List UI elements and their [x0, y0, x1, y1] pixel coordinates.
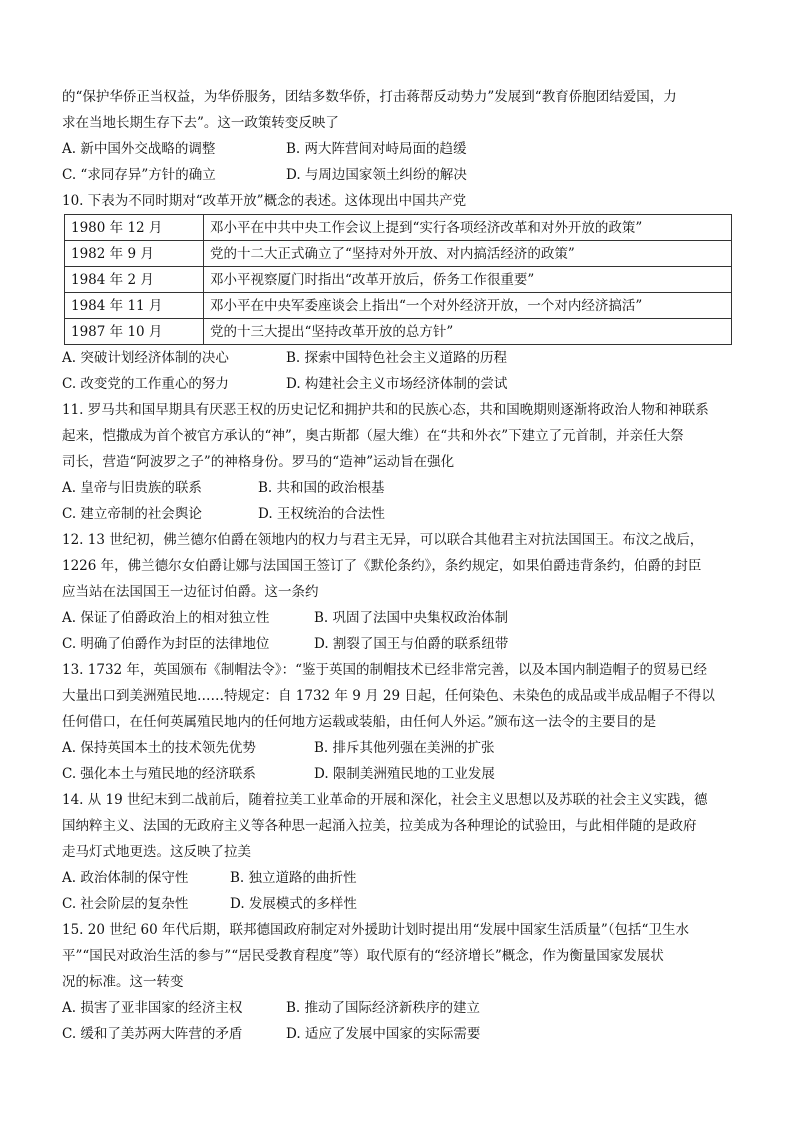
table-cell-text: 邓小平视察厦门时指出“改革开放后，侨务工作很重要”: [204, 267, 732, 293]
table-cell-text: 党的十三大提出“坚持改革开放的总方针”: [204, 319, 732, 345]
question-15-option-d: D. 适应了发展中国家的实际需要: [286, 1026, 481, 1042]
question-9-option-b: B. 两大阵营间对峙局面的趋缓: [286, 141, 467, 157]
table-row: [65, 267, 732, 293]
question-10-option-b: B. 探索中国特色社会主义道路的历程: [286, 350, 508, 366]
question-14: [62, 787, 734, 917]
table-cell-date: 1982 年 9 月: [65, 241, 204, 267]
question-12-stem-line-3: 应当站在法国国王一边征讨伯爵。这一条约: [62, 584, 319, 600]
question-9-option-a: A. 新中国外交战略的调整: [62, 141, 216, 157]
question-14-options-row-1: [62, 865, 734, 891]
question-11-options-row-2: [62, 501, 734, 527]
question-9-stem-line-2: 求在当地长期生存下去”。这一政策转变反映了: [62, 115, 339, 131]
question-11-options-row-1: [62, 475, 734, 501]
question-12-options-row-2: [62, 631, 734, 657]
question-9-options-row-2: [62, 162, 734, 188]
question-15: [62, 917, 734, 1047]
question-13-option-c: C. 强化本土与殖民地的经济联系: [62, 766, 256, 782]
question-12: [62, 527, 734, 657]
question-14-stem-line-2: 国纳粹主义、法国的无政府主义等各种思一起涌入拉美，拉美成为各种理论的试验田，与此相伴随的是政府: [62, 818, 697, 834]
question-12-stem-line-1: 12. 13 世纪初，佛兰德尔伯爵在领地内的权力与君主无异，可以联合其他君主对抗法国国王。布汶之战后，: [62, 532, 704, 548]
question-13-options-row-1: [62, 735, 734, 761]
table-row: [65, 241, 732, 267]
table-cell-text: 邓小平在中央军委座谈会上指出“一个对外经济开放，一个对内经济搞活”: [204, 293, 732, 319]
question-12-option-c: C. 明确了伯爵作为封臣的法律地位: [62, 636, 270, 652]
question-15-stem-line-1: 15. 20 世纪 60 年代后期，联邦德国政府制定对外援助计划时提出用“发展中国家生活质量”（包括“卫生水: [62, 922, 689, 938]
question-9-option-d: D. 与周边国家领土纠纷的解决: [286, 167, 467, 183]
question-15-stem-line-3: 况的标准。这一转变: [62, 974, 184, 990]
question-10: [62, 188, 734, 397]
question-14-stem-line-3: 走马灯式地更迭。这反映了拉美: [62, 844, 251, 860]
table-cell-date: 1980 年 12 月: [65, 215, 204, 241]
question-12-stem-line-2: 1226 年，佛兰德尔女伯爵让娜与法国国王签订了《默伦条约》，条约规定，如果伯爵违背条约，伯爵的封臣: [62, 558, 702, 574]
question-9-stem-line-1: 的“保护华侨正当权益，为华侨服务，团结多数华侨，打击蒋帮反动势力”发展到“教育侨胞团结爱国，力: [62, 89, 677, 105]
question-15-options-row-1: [62, 995, 734, 1021]
question-14-option-a: A. 政治体制的保守性: [62, 870, 189, 886]
question-14-option-c: C. 社会阶层的复杂性: [62, 896, 189, 912]
question-11-option-b: B. 共和国的政治根基: [258, 480, 385, 496]
question-10-option-c: C. 改变党的工作重心的努力: [62, 376, 229, 392]
question-15-option-c: C. 缓和了美苏两大阵营的矛盾: [62, 1026, 243, 1042]
reform-opening-table: [64, 214, 732, 345]
question-15-option-a: A. 损害了亚非国家的经济主权: [62, 1000, 243, 1016]
question-12-option-a: A. 保证了伯爵政治上的相对独立性: [62, 610, 270, 626]
question-9-options-row-1: [62, 136, 734, 162]
table-row: [65, 319, 732, 345]
table-cell-text: 邓小平在中共中央工作会议上提到“实行各项经济改革和对外开放的政策”: [204, 215, 732, 241]
question-10-stem: 10. 下表为不同时期对“改革开放”概念的表述。这体现出中国共产党: [62, 193, 467, 209]
question-15-stem-line-2: 平”“国民对政治生活的参与”“居民受教育程度”等）取代原有的“经济增长”概念，作为衡量国家发展状: [62, 948, 664, 964]
question-10-options-row-2: [62, 371, 734, 397]
question-13-option-d: D. 限制美洲殖民地的工业发展: [314, 766, 495, 782]
question-9-option-c: C. “求同存异”方针的确立: [62, 167, 216, 183]
question-14-options-row-2: [62, 891, 734, 917]
question-15-options-row-2: [62, 1021, 734, 1047]
question-9: [62, 84, 734, 188]
table-row: [65, 215, 732, 241]
exam-page: [62, 84, 734, 1047]
question-12-option-b: B. 巩固了法国中央集权政治体制: [314, 610, 509, 626]
question-15-option-b: B. 推动了国际经济新秩序的建立: [286, 1000, 481, 1016]
question-11-option-d: D. 王权统治的合法性: [258, 506, 385, 522]
table-cell-date: 1984 年 11 月: [65, 293, 204, 319]
question-12-options-row-1: [62, 605, 734, 631]
table-cell-date: 1984 年 2 月: [65, 267, 204, 293]
question-14-option-b: B. 独立道路的曲折性: [230, 870, 357, 886]
question-10-option-d: D. 构建社会主义市场经济体制的尝试: [286, 376, 508, 392]
question-11-stem-line-2: 起来，恺撒成为首个被官方承认的“神”，奥古斯都（屋大维）在“共和外衣”下建立了元首制，并亲任大祭: [62, 428, 684, 444]
question-13-option-a: A. 保持英国本土的技术领先优势: [62, 740, 256, 756]
question-13-options-row-2: [62, 761, 734, 787]
question-13-option-b: B. 排斥其他列强在美洲的扩张: [314, 740, 495, 756]
question-14-option-d: D. 发展模式的多样性: [230, 896, 357, 912]
question-12-option-d: D. 割裂了国王与伯爵的联系纽带: [314, 636, 509, 652]
table-cell-date: 1987 年 10 月: [65, 319, 204, 345]
question-13-stem-line-2: 大量出口到美洲殖民地……特规定：自 1732 年 9 月 29 日起，任何染色、未染色的成品或半成品帽子不得以: [62, 688, 715, 704]
question-13: [62, 657, 734, 787]
question-10-options-row-1: [62, 345, 734, 371]
table-cell-text: 党的十二大正式确立了“坚持对外开放、对内搞活经济的政策”: [204, 241, 732, 267]
question-11-stem-line-3: 司长，营造“阿波罗之子”的神格身份。罗马的“造神”运动旨在强化: [62, 454, 455, 470]
question-14-stem-line-1: 14. 从 19 世纪末到二战前后，随着拉美工业革命的开展和深化，社会主义思想以及苏联的社会主义实践，德: [62, 792, 708, 808]
question-10-option-a: A. 突破计划经济体制的决心: [62, 350, 229, 366]
question-11-option-a: A. 皇帝与旧贵族的联系: [62, 480, 202, 496]
question-13-stem-line-3: 任何借口，在任何英属殖民地内的任何地方运载或装船，由任何人外运。”颁布这一法令的主要目的是: [62, 714, 657, 730]
question-13-stem-line-1: 13. 1732 年，英国颁布《制帽法令》：“鉴于英国的制帽技术已经非常完善，以及本国内制造帽子的贸易已经: [62, 662, 708, 678]
question-11-option-c: C. 建立帝制的社会舆论: [62, 506, 202, 522]
question-11-stem-line-1: 11. 罗马共和国早期具有厌恶王权的历史记忆和拥护共和的民族心态，共和国晚期则逐渐将政治人物和神联系: [62, 402, 709, 418]
question-11: [62, 397, 734, 527]
table-row: [65, 293, 732, 319]
